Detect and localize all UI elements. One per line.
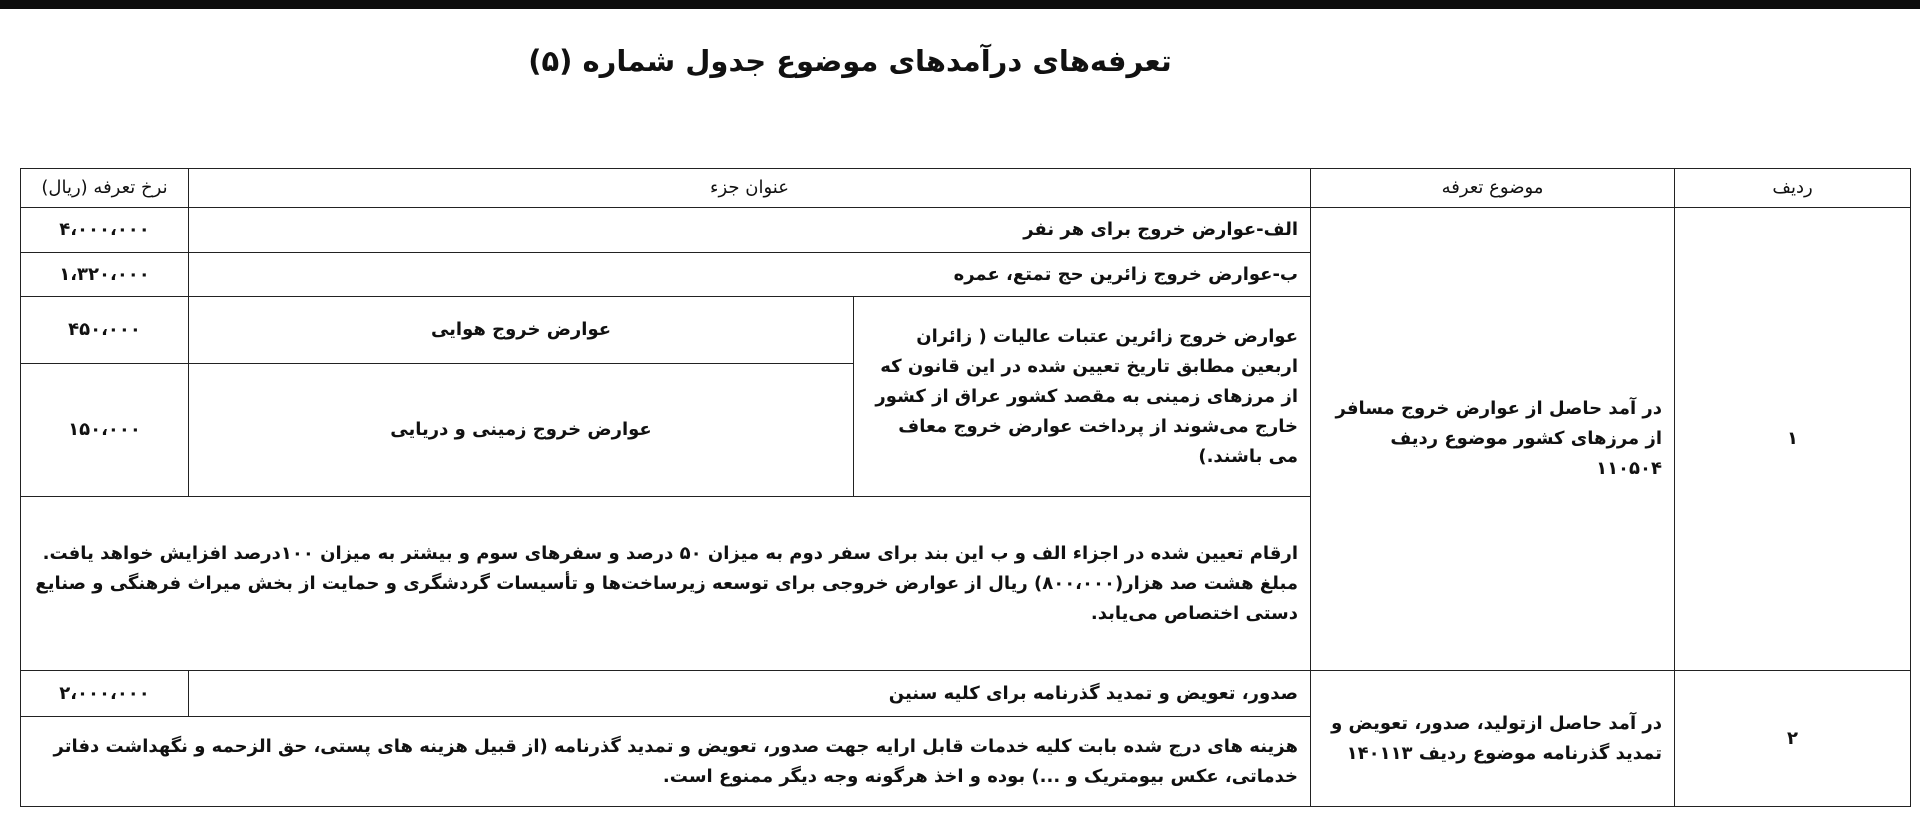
- table-header-row: [21, 169, 1911, 208]
- tariff-table: [20, 168, 1911, 807]
- row-number: ۲: [1675, 671, 1911, 807]
- item-label: ب-عوارض خروج زائرین حج تمتع، عمره: [189, 253, 1311, 297]
- item-rate: ۲،۰۰۰،۰۰۰: [21, 671, 189, 717]
- header-subject: موضوع تعرفه: [1311, 169, 1675, 208]
- table-row: [21, 208, 1911, 253]
- sub-item-label: عوارض خروج هوایی: [189, 297, 854, 364]
- passport-fee-note: هزینه های درج شده بابت کلیه خدمات قابل ارایه جهت صدور، تعویض و تمدید گذرنامه (از قبیل هزینه های پستی، حق الزحمه و نگهداشت دفاتر خدماتی، عکس بیومتریک و ...) بوده و اخذ هرگونه وجه دیگر ممنوع است.: [21, 717, 1311, 807]
- sub-item-label: عوارض خروج زمینی و دریایی: [189, 364, 854, 497]
- top-border-bar: [0, 0, 1920, 9]
- header-rate: نرخ تعرفه (ریال): [21, 169, 189, 208]
- item-rate: ۴۵۰،۰۰۰: [21, 297, 189, 364]
- document-title: تعرفه‌های درآمدهای موضوع جدول شماره (۵): [528, 44, 1172, 78]
- row-subject: در آمد حاصل ازتولید، صدور، تعویض و تمدید گذرنامه موضوع ردیف ۱۴۰۱۱۳: [1311, 671, 1675, 807]
- row-number: ۱: [1675, 208, 1911, 671]
- item-label: الف-عوارض خروج برای هر نفر: [189, 208, 1311, 253]
- item-rate: ۱،۳۲۰،۰۰۰: [21, 253, 189, 297]
- increase-note: ارقام تعیین شده در اجزاء الف و ب این بند برای سفر دوم به میزان ۵۰ درصد و سفرهای سوم و بیشتر به میزان ۱۰۰درصد افزایش خواهد یافت.: [42, 542, 1298, 564]
- header-row-number: ردیف: [1675, 169, 1911, 208]
- item-rate: ۱۵۰،۰۰۰: [21, 364, 189, 497]
- row-subject: در آمد حاصل از عوارض خروج مسافر از مرزهای کشور موضوع ردیف ۱۱۰۵۰۴: [1311, 208, 1675, 671]
- table-row: [21, 671, 1911, 717]
- header-item-title: عنوان جزء: [189, 169, 1311, 208]
- item-label: صدور، تعویض و تمدید گذرنامه برای کلیه سنین: [189, 671, 1311, 717]
- item-rate: ۴،۰۰۰،۰۰۰: [21, 208, 189, 253]
- row-notes: [21, 497, 1311, 671]
- allocation-note: مبلغ هشت صد هزار(۸۰۰،۰۰۰) ریال از عوارض خروجی برای توسعه زیرساخت‌ها و تأسیسات گردشگری و حمایت از بخش میراث فرهنگی و صنایع دستی اختصاص می‌یابد.: [35, 572, 1298, 624]
- arbaeen-exit-fee-label: عوارض خروج زائرین عتبات عالیات ( زائران اربعین مطابق تاریخ تعیین شده در این قانون که از مرزهای زمینی به مقصد کشور عراق از کشور خارج می‌شوند از پرداخت عوارض خروج معاف می باشند.): [854, 297, 1311, 497]
